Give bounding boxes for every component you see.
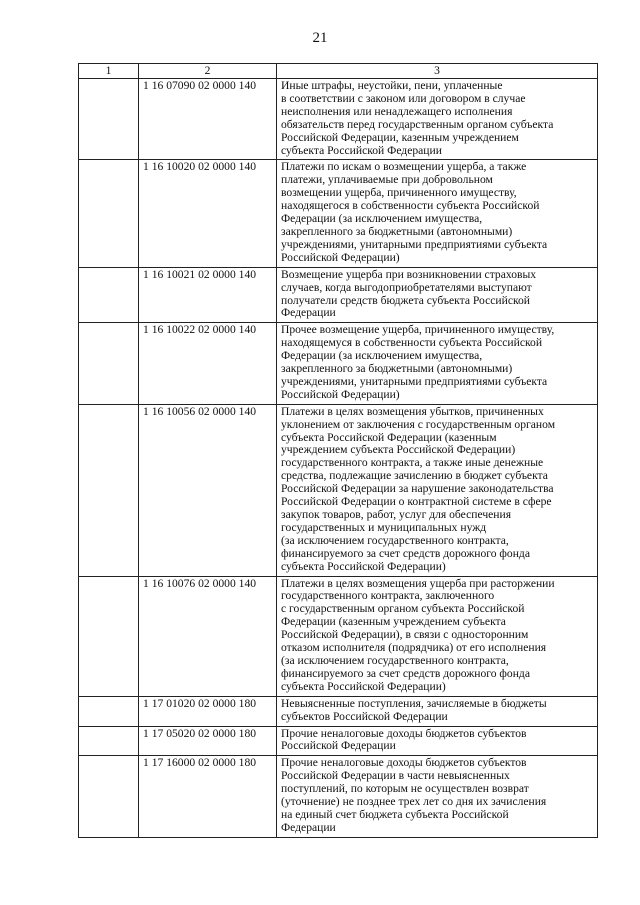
- table-row: [79, 160, 598, 267]
- table-row: [79, 323, 598, 404]
- table-body: [79, 79, 598, 838]
- description-line: субъекта Российской Федерации): [281, 559, 446, 573]
- cell-col-1: [79, 576, 139, 696]
- income-code-cell: 1 17 16000 02 0000 180: [139, 756, 277, 837]
- description-line: Российской Федерации, казенным учреждением: [281, 130, 519, 144]
- description-line: Российской Федерации): [281, 387, 400, 401]
- description-line: (за исключением государственного контракта,: [281, 533, 509, 547]
- page-number: 21: [312, 30, 328, 46]
- description-line: Возмещение ущерба при возникновении страховых: [281, 267, 537, 281]
- income-code-cell: 1 16 10076 02 0000 140: [139, 576, 277, 696]
- table-row: [79, 79, 598, 160]
- description-line: Федерации (за исключением имущества,: [281, 349, 483, 363]
- description-line: возмещении ущерба, причиненного имуществу,: [281, 186, 517, 200]
- description-line: субъектов Российской Федерации: [281, 709, 448, 723]
- income-code-cell: 1 17 05020 02 0000 180: [139, 726, 277, 756]
- description-line: субъекта Российской Федерации (казенным: [281, 430, 497, 444]
- description-line: Платежи в целях возмещения убытков, причиненных: [281, 404, 544, 418]
- description-line: на единый счет бюджета субъекта Российской: [281, 807, 509, 821]
- income-description-cell: [277, 79, 598, 160]
- income-description-cell: [277, 323, 598, 404]
- description-line: государственного контракта, заключенного: [281, 589, 495, 603]
- cell-col-1: [79, 756, 139, 837]
- income-code-cell: 1 17 01020 02 0000 180: [139, 696, 277, 726]
- cell-col-1: [79, 696, 139, 726]
- description-line: Российской Федерации: [281, 739, 396, 753]
- description-line: в соответствии с законом или договором в случае: [281, 91, 526, 105]
- cell-col-1: [79, 323, 139, 404]
- cell-col-1: [79, 726, 139, 756]
- description-line: находящемуся в собственности субъекта Российской: [281, 336, 543, 350]
- description-line: (за исключением государственного контракта,: [281, 653, 509, 667]
- income-description-cell: [277, 404, 598, 576]
- cell-col-1: [79, 79, 139, 160]
- income-description-cell: [277, 696, 598, 726]
- table-row: [79, 576, 598, 696]
- income-description-cell: [277, 726, 598, 756]
- description-line: субъекта Российской Федерации): [281, 679, 446, 693]
- income-code-cell: 1 16 10022 02 0000 140: [139, 323, 277, 404]
- table-header-row: [79, 64, 598, 79]
- description-line: Федерации: [281, 820, 336, 834]
- income-code-cell: 1 16 07090 02 0000 140: [139, 79, 277, 160]
- header-col-3: 3: [277, 64, 598, 79]
- description-line: учреждениями, унитарными предприятиями субъекта: [281, 237, 548, 251]
- description-line: платежи, уплачиваемые при добровольном: [281, 173, 493, 187]
- description-line: Прочие неналоговые доходы бюджетов субъектов: [281, 726, 527, 740]
- description-line: учреждением субъекта Российской Федерации): [281, 443, 516, 457]
- description-line: обязательств перед государственным органом субъекта: [281, 117, 554, 131]
- description-line: Платежи в целях возмещения ущерба при расторжении: [281, 576, 555, 590]
- income-description-cell: [277, 576, 598, 696]
- description-line: Иные штрафы, неустойки, пени, уплаченные: [281, 79, 503, 92]
- description-line: финансируемого за счет средств дорожного фонда: [281, 666, 530, 680]
- income-description-cell: [277, 267, 598, 323]
- table-row: [79, 404, 598, 576]
- description-line: средства, подлежащие зачислению в бюджет субъекта: [281, 469, 548, 483]
- income-code-cell: 1 16 10021 02 0000 140: [139, 267, 277, 323]
- table-row: [79, 726, 598, 756]
- description-line: финансируемого за счет средств дорожного фонда: [281, 546, 530, 560]
- table-row: [79, 267, 598, 323]
- description-line: Федерации (казенным учреждением субъекта: [281, 615, 506, 629]
- description-line: Российской Федерации о контрактной системе в сфере: [281, 495, 552, 509]
- table-row: [79, 696, 598, 726]
- income-description-cell: [277, 756, 598, 837]
- header-col-2: 2: [139, 64, 277, 79]
- description-line: учреждениями, унитарными предприятиями субъекта: [281, 374, 548, 388]
- description-line: Российской Федерации за нарушение законодательства: [281, 482, 554, 496]
- description-line: Российской Федерации в части невыясненных: [281, 769, 510, 783]
- description-line: субъекта Российской Федерации: [281, 143, 442, 157]
- description-line: получатели средств бюджета субъекта Российской: [281, 293, 531, 307]
- description-line: закупок товаров, работ, услуг для обеспечения: [281, 508, 512, 521]
- description-line: Платежи по искам о возмещении ущерба, а также: [281, 160, 527, 174]
- cell-col-1: [79, 267, 139, 323]
- income-code-cell: 1 16 10020 02 0000 140: [139, 160, 277, 267]
- description-line: государственного контракта, а также иные денежные: [281, 456, 544, 470]
- description-line: поступлений, по которым не осуществлен возврат: [281, 782, 529, 796]
- description-line: Невыясненные поступления, зачисляемые в бюджеты: [281, 696, 547, 710]
- description-line: неисполнения или ненадлежащего исполнения: [281, 104, 513, 118]
- description-line: уклонением от заключения с государственным органом: [281, 417, 556, 431]
- budget-classification-table: [78, 63, 598, 838]
- cell-col-1: [79, 160, 139, 267]
- description-line: Прочее возмещение ущерба, причиненного имуществу,: [281, 323, 555, 337]
- description-line: с государственным органом субъекта Российской: [281, 602, 525, 616]
- description-line: Прочие неналоговые доходы бюджетов субъектов: [281, 756, 527, 770]
- header-col-1: 1: [79, 64, 139, 79]
- description-line: закрепленного за бюджетными (автономными): [281, 362, 513, 376]
- description-line: случаев, когда выгодоприобретателями выступают: [281, 280, 532, 294]
- description-line: находящегося в собственности субъекта Российской: [281, 199, 540, 213]
- income-description-cell: [277, 160, 598, 267]
- income-code-cell: 1 16 10056 02 0000 140: [139, 404, 277, 576]
- description-line: закрепленного за бюджетными (автономными): [281, 224, 513, 238]
- description-line: отказом исполнителя (подрядчика) от его исполнения: [281, 641, 547, 655]
- description-line: государственных и муниципальных нужд: [281, 520, 487, 534]
- description-line: Федерации: [281, 306, 336, 320]
- description-line: Федерации (за исключением имущества,: [281, 212, 483, 226]
- description-line: (уточнение) не позднее трех лет со дня их зачисления: [281, 795, 547, 809]
- description-line: Российской Федерации), в связи с односторонним: [281, 628, 529, 642]
- description-line: Российской Федерации): [281, 250, 400, 264]
- table-row: [79, 756, 598, 837]
- cell-col-1: [79, 404, 139, 576]
